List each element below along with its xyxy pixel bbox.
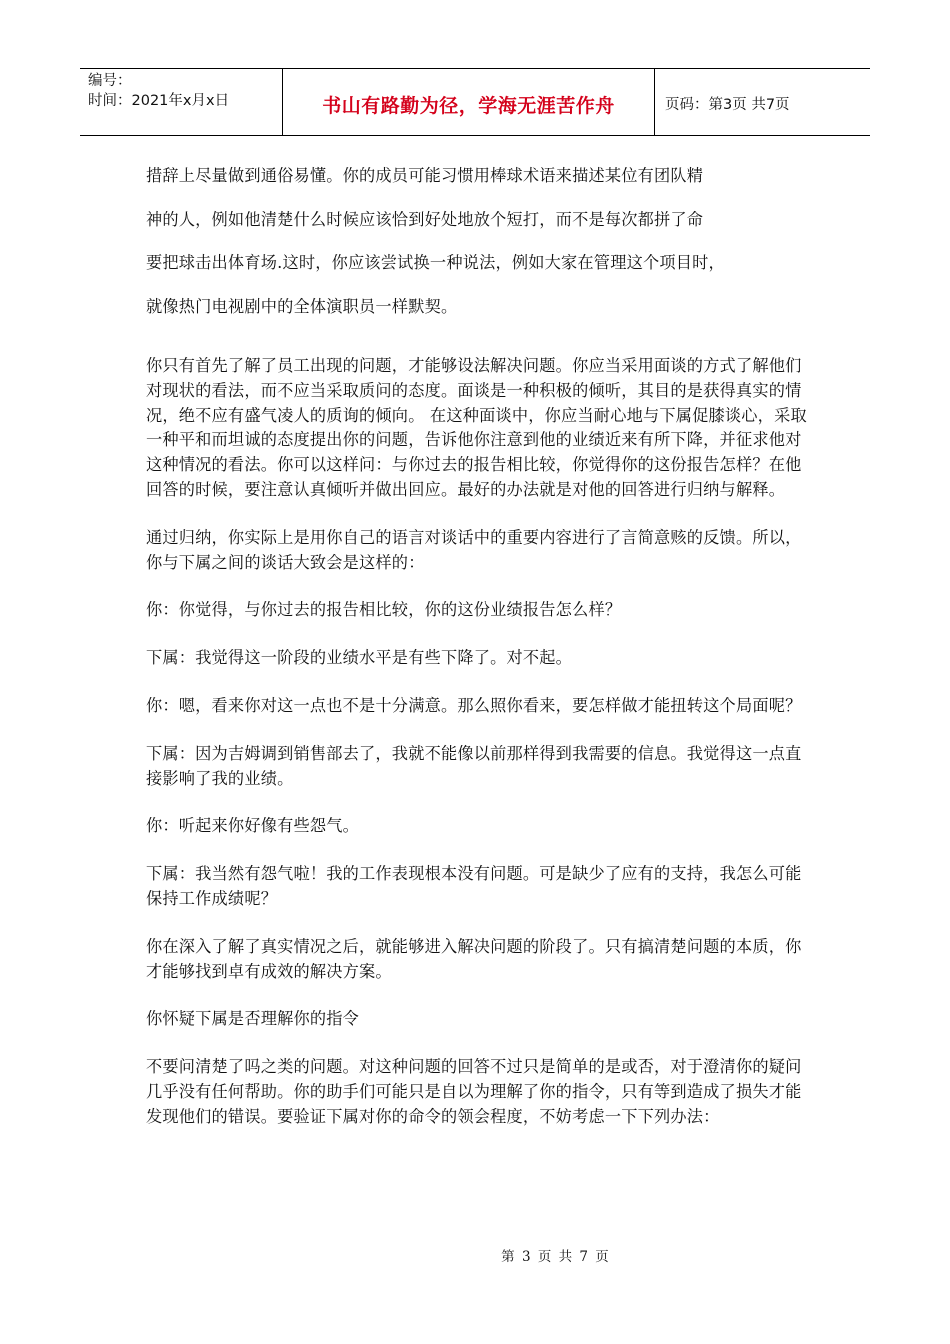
paragraph: 你在深入了解了真实情况之后，就能够进入解决问题的阶段了。只有搞清楚问题的本质，你才能够找到卓有成效的解决方案。: [146, 936, 802, 981]
paragraph: 不要问清楚了吗之类的问题。对这种问题的回答不过只是简单的是或否，对于澄清你的疑问几乎没有任何帮助。你的助手们可能只是自以为理解了你的指令，只有等到造成了损失才能发现他们的错误。要验证下属对你的命令的领会程度，不妨考虑一下下列办法：: [146, 1057, 802, 1126]
document-number-label: 编号：: [88, 73, 132, 89]
body-line: 就像热门电视剧中的全体演职员一样默契。: [146, 296, 458, 316]
dialogue-line: 下属：我当然有怨气啦！我的工作表现根本没有问题。可是缺少了应有的支持，我怎么可能保持工作成绩呢？: [146, 864, 802, 908]
page-footer: 第 3 页 共 7 页: [501, 1249, 609, 1265]
body-line: 措辞上尽量做到通俗易懂。你的成员可能习惯用棒球术语来描述某位有团队精: [146, 166, 704, 185]
paragraph: 你只有首先了解了员工出现的问题，才能够设法解决问题。你应当采用面谈的方式了解他们对现状的看法，而不应当采取质问的态度。面谈是一种积极的倾听，其目的是获得真实的情况，绝不应有盛气凌人的质询的倾向。 在这种面谈中，你应当耐心地与下属促膝谈心，采取一种平和而坦诚的态度提出你的问题，告诉他你注意到他的业绩近来有所下降，并征求他对这种情况的看法。你可以这样问：与你过去的报告相比较，你觉得你的这份报告怎样？在他回答的时候，要注意认真倾听并做出回应。最好的办法就是对他的回答进行归纳与解释。: [146, 356, 807, 499]
dialogue-line: 你：嗯，看来你对这一点也不是十分满意。那么照你看来，要怎样做才能扭转这个局面呢？: [146, 695, 802, 715]
body-line: 神的人，例如他清楚什么时候应该恰到好处地放个短打，而不是每次都拼了命: [146, 209, 704, 229]
dialogue-line: 你：你觉得，与你过去的报告相比较，你的这份业绩报告怎么样？: [146, 600, 622, 620]
dialogue-line: 下属：因为吉姆调到销售部去了，我就不能像以前那样得到我需要的信息。我觉得这一点直接影响了我的业绩。: [146, 743, 802, 788]
document-date: 时间：2021年x月x日: [88, 93, 230, 109]
document-header: [80, 68, 870, 136]
body-line: 要把球击出体育场.这时，你应该尝试换一种说法，例如大家在管理这个项目时，: [146, 253, 725, 272]
dialogue-line: 你：听起来你好像有些怨气。: [146, 816, 360, 836]
paragraph: 通过归纳，你实际上是用你自己的语言对谈话中的重要内容进行了言简意赅的反馈。所以，你与下属之间的谈话大致会是这样的：: [146, 527, 802, 572]
header-meta-cell: [80, 69, 283, 135]
header-motto-cell: [283, 69, 655, 135]
header-page-cell: [655, 69, 870, 135]
header-motto: 书山有路勤为径，学海无涯苦作舟: [322, 94, 615, 117]
section-heading: 你怀疑下属是否理解你的指令: [146, 1009, 360, 1029]
document-body: [146, 154, 816, 1153]
intro-wide-spaced-block: [146, 154, 816, 328]
header-page-info: 页码：第3页 共7页: [665, 96, 790, 113]
dialogue-line: 下属：我觉得这一阶段的业绩水平是有些下降了。对不起。: [146, 648, 573, 668]
